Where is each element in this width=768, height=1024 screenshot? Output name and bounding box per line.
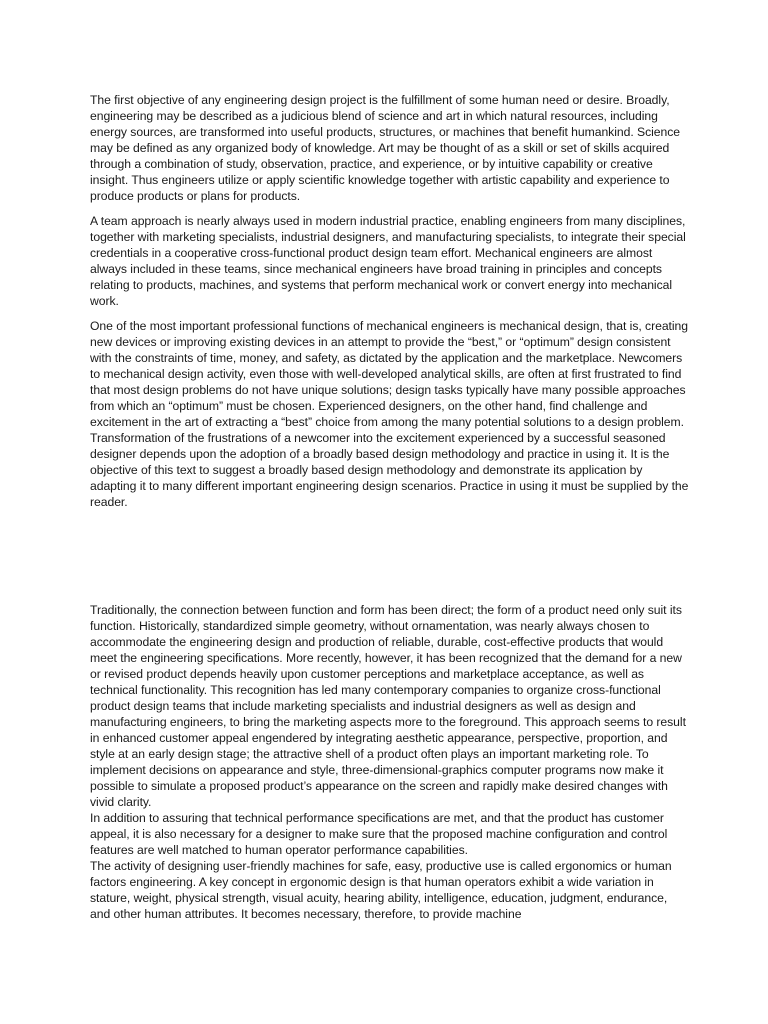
paragraph: In addition to assuring that technical performance specifications are met, and that the product has customer appeal, it is also necessary for a designer to make sure that the proposed machine configuration and control features are well matched to human operator performance capabilities. bbox=[90, 811, 668, 857]
paragraph: One of the most important professional functions of mechanical engineers is mechanical design, that is, creating new devices or improving existing devices in an attempt to provide the “best,” or “optimum” design consistent with the constraints of time, money, and safety, as dictated by the application and the marketplace. Newcomers to mechanical design activity, even those with well-developed analytical skills, are often at first frustrated to find that most design problems do not have unique solutions; design tasks typically have many possible approaches from which an “optimum” must be chosen. Experienced designers, on the other hand, find challenge and excitement in the art of extracting a “best” choice from among the many potential solutions to a design problem. Transformation of the frustrations of a newcomer into the excitement experienced by a successful seasoned designer depends upon the adoption of a broadly based design methodology and practice in using it. It is the objective of this text to suggest a broadly based design methodology and demonstrate its application by adapting it to many different important engineering design scenarios. Practice in using it must be supplied by the reader. bbox=[90, 319, 689, 509]
paragraph: A team approach is nearly always used in modern industrial practice, enabling engineers from many disciplines, together with marketing specialists, industrial designers, and manufacturing specialists, to integrate their special credentials in a cooperative cross-functional product design team effort. Mechanical engineers are almost always included in these teams, since mechanical engineers have broad training in principles and concepts relating to products, machines, and systems that perform mechanical work or convert energy into mechanical work. bbox=[90, 214, 686, 308]
paragraph: The activity of designing user-friendly machines for safe, easy, productive use is called ergonomics or human factors engineering. A key concept in ergonomic design is that human operators exhibit a wide variation in stature, weight, physical strength, visual acuity, hearing ability, intelligence, education, judgment, endurance, and other human attributes. It becomes necessary, therefore, to provide machine bbox=[90, 859, 672, 921]
page-1-text-block bbox=[90, 92, 690, 510]
paragraph: The first objective of any engineering design project is the fulfillment of some human need or desire. Broadly, engineering may be described as a judicious blend of science and art in which natural resources, including energy sources, are transformed into useful products, structures, or machines that benefit humankind. Science may be defined as any organized body of knowledge. Art may be thought of as a skill or set of skills acquired through a combination of study, observation, practice, and experience, or by intuitive capability or creative insight. Thus engineers utilize or apply scientific knowledge together with artistic capability and experience to produce products or plans for products. bbox=[90, 93, 681, 203]
paragraph: Traditionally, the connection between function and form has been direct; the form of a product need only suit its function. Historically, standardized simple geometry, without ornamentation, was nearly always chosen to accommodate the engineering design and production of reliable, durable, cost-effective products that would meet the engineering specifications. More recently, however, it has been recognized that the demand for a new or revised product depends heavily upon customer perceptions and marketplace acceptance, as well as technical functionality. This recognition has led many contemporary companies to organize cross-functional product design teams that include marketing specialists and industrial designers as well as design and manufacturing engineers, to bring the marketing aspects more to the foreground. This approach seems to result in enhanced customer appeal engendered by integrating aesthetic appearance, perspective, proportion, and style at an early design stage; the attractive shell of a product often plays an important marketing role. To implement decisions on appearance and style, three-dimensional-graphics computer programs now make it possible to simulate a proposed product’s appearance on the screen and rapidly make desired changes with vivid clarity. bbox=[90, 603, 686, 809]
page-2-text-block bbox=[90, 602, 690, 922]
